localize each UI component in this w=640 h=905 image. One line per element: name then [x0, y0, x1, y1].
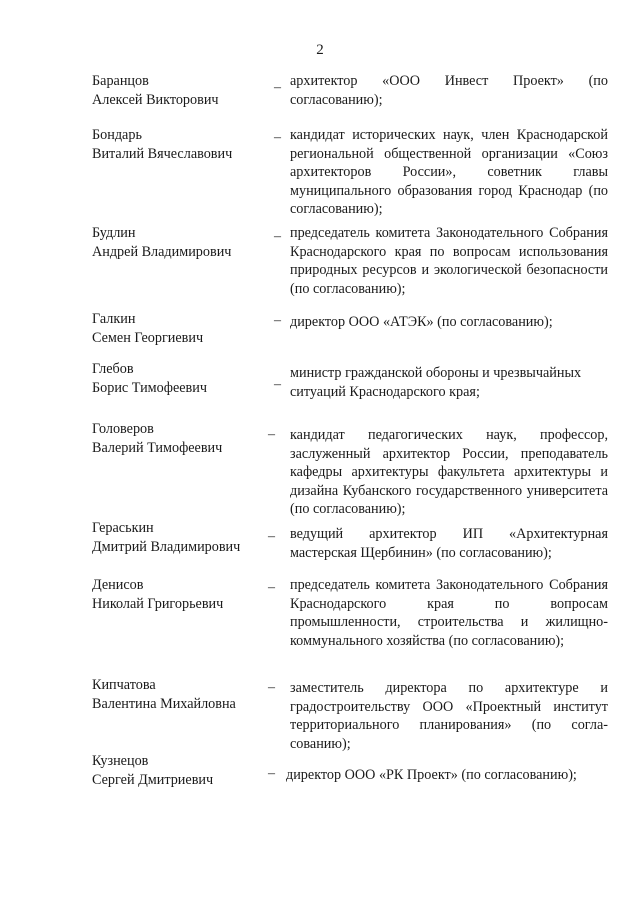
member-role: кандидат педагогических наук, профессор, заслуженный архитектор России, преподаватель кафедры архитектуры факультета архитектуры и дизайна Кубанского государственного университета (по согласованию);	[290, 427, 608, 517]
member-surname: Глебов	[92, 361, 134, 377]
member-given-names: Дмитрий Владимирович	[92, 538, 241, 555]
member-role: кандидат исторических наук, член Краснодарской региональной общественной организации «Союз архитекторов России», советник главы муниципального образования город Краснодар (по согласованию);	[290, 127, 608, 217]
member-name	[92, 310, 262, 347]
separator-dash: –	[268, 680, 275, 695]
separator-dash: –	[268, 580, 275, 595]
member-name	[92, 519, 262, 556]
member-given-names: Борис Тимофеевич	[92, 379, 207, 396]
separator-dash: –	[274, 313, 281, 328]
member-surname: Кузнецов	[92, 753, 149, 769]
member-surname: Денисов	[92, 577, 144, 593]
member-name	[92, 576, 262, 613]
separator-dash: –	[274, 80, 281, 95]
member-given-names: Сергей Дмитриевич	[92, 771, 214, 788]
member-surname: Головеров	[92, 421, 154, 437]
separator-dash: –	[268, 427, 275, 442]
member-role: министр гражданской обороны и чрезвычайных ситуаций Краснодарского края;	[290, 365, 582, 400]
member-surname: Гераськин	[92, 520, 154, 536]
member-surname: Кипчатова	[92, 677, 156, 693]
member-given-names: Валерий Тимофеевич	[92, 439, 223, 456]
member-name	[92, 420, 262, 457]
member-surname: Будлин	[92, 225, 136, 241]
member-name	[92, 752, 262, 789]
member-given-names: Семен Георгиевич	[92, 329, 204, 346]
member-given-names: Андрей Владимирович	[92, 243, 232, 260]
page-number: 2	[316, 42, 324, 58]
member-given-names: Николай Григорьевич	[92, 595, 224, 612]
member-role: председатель комитета Законодательного Собрания Краснодарского края по вопросам промышленности, строительства и жилищно-коммунального хозяйства (по согласованию);	[290, 577, 608, 649]
separator-dash: –	[268, 766, 275, 781]
member-name	[92, 676, 262, 713]
member-role: заместитель директора по архитектуре и градостроительству ООО «Проектный институт территориального планирования» (по согла-сованию);	[290, 680, 608, 752]
member-role: директор ООО «РК Проект» (по согласованию);	[286, 767, 577, 783]
member-name	[92, 360, 262, 397]
member-name	[92, 224, 262, 261]
separator-dash: –	[274, 229, 281, 244]
member-surname: Баранцов	[92, 73, 149, 89]
member-surname: Галкин	[92, 311, 136, 327]
member-given-names: Алексей Викторович	[92, 91, 219, 108]
separator-dash: –	[268, 529, 275, 544]
member-role: ведущий архитектор ИП «Архитектурная мастерская Щербинин» (по согласованию);	[290, 526, 608, 561]
member-given-names: Валентина Михайловна	[92, 695, 236, 712]
member-role: председатель комитета Законодательного Собрания Краснодарского края по вопросам использования природных ресурсов и экологической безопасности (по согласованию);	[290, 225, 608, 297]
member-surname: Бондарь	[92, 127, 142, 143]
separator-dash: –	[274, 130, 281, 145]
member-role: директор ООО «АТЭК» (по согласованию);	[290, 314, 553, 330]
separator-dash: –	[274, 377, 281, 392]
member-given-names: Виталий Вячеславович	[92, 145, 233, 162]
member-name	[92, 126, 262, 163]
member-role: архитектор «ООО Инвест Проект» (по согласованию);	[290, 73, 608, 108]
member-name	[92, 72, 262, 109]
